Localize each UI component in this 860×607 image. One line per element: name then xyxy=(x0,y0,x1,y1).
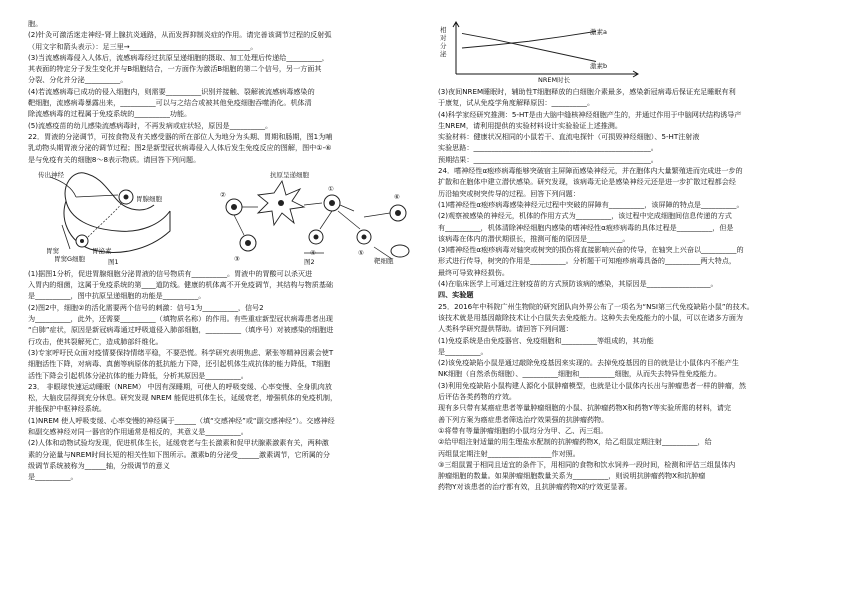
figure-1-caption: 图1 xyxy=(108,257,119,266)
text-line: 后评估各类药物的疗效。 xyxy=(438,392,517,402)
text-line: 肿瘤细胞的数量。如果肿瘤细胞数量关系为__________，则说明抗肿瘤药物X和抗肿瘤 xyxy=(438,471,706,481)
text-line: 靶细胞，流感病毒暴露出来，__________可以与之结合或被其他免疫细胞吞噬消化。机体清 xyxy=(28,98,312,108)
target-cell-shape xyxy=(391,245,409,257)
text-line: 是与免疫有关的细胞8～8表示物质。请回答下列问题。 xyxy=(28,154,201,164)
fig2-marker-5: ⑤ xyxy=(358,248,364,257)
text-line: 该技术就是用基因敲除技术让小白鼠失去免疫能力。这种失去免疫能力的小鼠，可以在诸多方面为 xyxy=(438,312,744,322)
text-line: 形式进行传导，树突的作用是__________。分析题干可知疱疹病毒具备的__________两大特点， xyxy=(438,256,736,266)
figure-2-immune xyxy=(204,167,416,265)
text-line: 药物Y对该患者的治疗都有效，且抗肿瘤药物X的疗效更显著。 xyxy=(438,482,632,492)
text-line: 历沿轴突或树突传导的过程。回答下列问题： xyxy=(438,188,580,198)
figure-2-caption: 图2 xyxy=(304,257,315,266)
chart-y-title-1: 相 xyxy=(440,26,447,34)
text-line: (2)图2中，细胞②的活化需要两个信号的刺激：信号1为__________，信号2 xyxy=(28,302,264,312)
text-line: 素的分泌量与NREM时间长短的相关性如下图所示。激素b的分泌受______激素调节，它所属的分 xyxy=(28,449,330,459)
text-line: 该病毒在体内的潜伏期很长，推测可能的原因是__________。 xyxy=(438,233,630,243)
fig2-marker-6: ⑥ xyxy=(394,192,400,201)
figure-row xyxy=(28,167,428,265)
text-line: 乳动物头期胃液分泌的调节过程；图2是新型冠状病毒侵入人体后发生免疫反应的图解，图中①-⑥ xyxy=(28,143,332,153)
chart-legend-a: 激素a xyxy=(590,28,607,36)
text-line: (3)专家呼吁民众面对疫情要保持情绪平稳，不要恐慌。科学研究表明焦虑、紧张等精神因素会使T xyxy=(28,347,334,357)
text-line: NK细胞（自然杀伤细胞）、__________细胞和__________细胞，从而失去特异性免疫能力。 xyxy=(438,369,722,379)
fig1-label-g-cell: 胃窦G细胞 xyxy=(54,254,86,263)
fig2-marker-4: ④ xyxy=(310,248,316,257)
text-line: (2)人体和动物试验均发现，促进机体生长，延缓衰老与生长激素和促甲状腺素激素有关，两种激 xyxy=(28,438,329,448)
text-line: 是__________。 xyxy=(438,346,488,356)
text-line: “白肺”症状，原因是新冠病毒通过呼吸道侵入肺部细胞，__________（填序号）对被感染的细胞进 xyxy=(28,325,334,335)
right-column xyxy=(438,18,834,493)
text-line: (4)科学家经研究推测：5-HT是由大脑中缝核神经细胞产生的，并通过作用于中脑网状结构诱导产 xyxy=(438,109,742,119)
text-line: 实验思路：__________________________________________________。 xyxy=(438,143,658,153)
text-line: (4)若流感病毒已成功的侵入细胞内，则需要__________识别并接触、裂解被流感病毒感染的 xyxy=(28,86,315,96)
text-line: 是__________，图中抗原呈递细胞的功能是__________。 xyxy=(28,291,206,301)
text-line: (1)免疫系统是由免疫器官、免疫细胞和__________等组成的，其功能 xyxy=(438,335,654,345)
text-line: (3)利用免疫缺陷小鼠构建人源化小鼠肿瘤模型，也就是让小鼠体内长出与肿瘤患者一样的肿瘤，然 xyxy=(438,380,746,390)
chart-y-title-3: 分 xyxy=(440,42,447,50)
text-line: 松，大脑皮层得到充分休息。研究发现 NREM 能促进机体生长，延缓衰老，增强机体的免疫机制， xyxy=(28,393,338,403)
text-line: 和副交感神经对同一器官的作用通常是相反的，其意义是__________。 xyxy=(28,427,248,437)
text-line: 于康复，试从免疫学角度解释原因：__________。 xyxy=(438,98,595,108)
text-line: (5)流感疫苗的幼儿感染流感病毒时，不再发病或症状轻，原因是__________。 xyxy=(28,120,273,130)
text-line: (1)据图1分析，促进胃腺细胞分泌胃液的信号物质有__________。胃液中的胃酸可以杀灭进 xyxy=(28,268,313,278)
chart-series xyxy=(462,31,596,61)
text-line: 实验材料：健康状况相同的小鼠若干、直流电探针（可损毁神经细胞）、5-HT注射液 xyxy=(438,132,700,142)
question-25-line: 25．2016年中科院广州生物院的研究团队向外界公布了一项名为“NSI第三代免疫缺陷小鼠”的技术。 xyxy=(438,301,754,311)
text-line: ③三组鼠置于相同且适宜的条件下，用相同的食物和饮水饲养一段时间，检测和评估三组鼠体内 xyxy=(438,459,736,469)
text-line: 最终可导致神经损伤。 xyxy=(438,267,509,277)
fig2-marker-1: ① xyxy=(328,184,334,193)
text-line: 级调节系统被称为______轴，分级调节的意义 xyxy=(28,460,170,470)
figure-1-stomach xyxy=(32,167,192,265)
text-line: ②给甲组注射适量的用生理盐水配制的抗肿瘤药物X，给乙组鼠定期注射__________，给 xyxy=(438,437,712,447)
hormone-chart-svg xyxy=(438,18,738,84)
chart-y-title-2: 对 xyxy=(440,34,447,42)
text-line: 分裂、分化并分泌__________。 xyxy=(28,75,128,85)
text-line: ①将带有等量肿瘤细胞的小鼠均分为甲、乙、丙三组。 xyxy=(438,425,608,435)
hormone-chart xyxy=(438,18,834,84)
chart-axes xyxy=(453,22,638,77)
fig1-label-stomach: 胃窦 xyxy=(46,246,59,255)
text-line: (3)嗜神经性α疱疹病毒对轴突或树突的损伤将直接影响兴奋的传导，在轴突上兴奋以__________的 xyxy=(438,245,744,255)
series-line-b xyxy=(462,33,596,61)
chart-x-title: NREM时长 xyxy=(538,76,571,84)
text-line: 是__________。 xyxy=(28,472,78,482)
fig2-marker-3: ③ xyxy=(234,254,240,263)
text-line: 入胃内的细菌，这属于免疫系统的第____道防线。健康的机体离不开免疫调节，其结构与物质基础 xyxy=(28,280,334,290)
text-line: 细胞活性下降，对病毒、真菌等病原体的抵抗能力下降，还引起机体生成抗体的能力降低，T细胞 xyxy=(28,359,331,369)
text-line: 有__________，机体清除神经细胞内感染的嗜神经性α疱疹病毒的具体过程是__________，但是 xyxy=(438,222,734,232)
text-line: 预期结果：__________________________________________________。 xyxy=(438,154,658,164)
text-line: (2)观察被感染的神经元，机体的作用方式为__________，该过程中完成细胞间信息传递的方式 xyxy=(438,211,732,221)
text-line: 为__________，此外，还需要__________（填物质名称）的作用。有些重症新型冠状病毒患者出现 xyxy=(28,314,334,324)
text-line: （用文字和箭头表示）：足三里→__________________________________。 xyxy=(28,41,258,51)
fig1-label-gastric-gland-cell: 胃腺细胞 xyxy=(136,194,162,203)
question-22-line: 22．胃液的分泌调节，可按食物及有关感受器的所在部位人为地分为头期、胃期和肠期，图1为哺 xyxy=(28,131,333,141)
apc-shape xyxy=(258,181,304,225)
question-24-line: 24．嗜神经性α疱疹病毒能够突破宿主屏障而感染神经元，并在胞体内大量繁殖进而完成进一步的 xyxy=(438,166,743,176)
text-line: (2)该免疫缺陷小鼠是通过敲除免疫基因来实现的。去掉免疫基因的目的就是让小鼠体内不能产生 xyxy=(438,358,739,368)
text-line: 行攻击，使其裂解死亡，造成肺部纤维化。 xyxy=(28,336,163,346)
chart-legend-b: 激素b xyxy=(590,62,608,70)
text-line: 扩散和在胞体中建立潜伏感染。研究发现，该病毒无论是感染神经元还是进一步扩散过程都会经 xyxy=(438,177,736,187)
fig1-label-nerve: 传出神经 xyxy=(38,170,64,179)
text-line: 现有多只带有某癌症患者等量肿瘤细胞的小鼠、抗肿瘤药物X和药物Y等实验所需的材料，请完 xyxy=(438,403,731,413)
fig1-label-gastrin: 胃泌素 xyxy=(92,246,112,255)
fig2-label-target: 靶细胞 xyxy=(374,256,394,265)
text-line: (1)嗜神经性α疱疹病毒感染神经元过程中突破的屏障有__________，该屏障的特点是__________。 xyxy=(438,199,744,209)
text-line: 除流感病毒的过程属于免疫系统的__________功能。 xyxy=(28,109,192,119)
text-line: 人类科学研究提供帮助。请回答下列问题： xyxy=(438,324,573,334)
text-line: 活性下降会引起机体分泌抗体的能力降低，分析其原因是__________。 xyxy=(28,370,248,380)
text-line: (2)针灸可激活迷走神经-肾上腺抗炎通路，从而发挥抑制炎症的作用。请完善该调节过程的反射弧 xyxy=(28,30,332,40)
section-heading: 四、实验题 xyxy=(438,290,474,300)
chart-y-title-4: 泌 xyxy=(440,50,447,58)
series-line-a xyxy=(462,31,596,48)
question-23-line: 23． 非眼球快速运动睡眠（NREM） 中因有深睡期，可使人的呼吸变缓、心率变慢、全身肌肉放 xyxy=(28,381,332,391)
text-line: 其表面的特定分子发生变化并与B细胞结合，一方面作为激活B细胞的第二个信号，另一方面其 xyxy=(28,64,322,74)
text-line: (4)在临床医学上可通过注射疫苗的方式预防该病的感染，其原因是__________________。 xyxy=(438,279,718,289)
left-column xyxy=(28,18,428,483)
text-line: 丙组鼠定期注射__________________作对照。 xyxy=(438,448,580,458)
text-line: (3)当流感病毒侵入人体后，流感病毒经过抗原呈递细胞的摄取、加工处理后传递给__________， xyxy=(28,52,329,62)
text-line: 并能保护中枢神经系统。 xyxy=(28,404,107,414)
fig2-label-apc: 抗原呈递细胞 xyxy=(270,170,309,179)
text-line: (3)夜间NREM睡眠时，辅助性T细胞释放的白细胞介素最多，感染新冠病毒后保证充足睡眠有利 xyxy=(438,87,736,96)
text-line: 胞。 xyxy=(28,19,43,28)
text-line: (1)NREM 使人呼吸变缓、心率变慢的神经属于______（填“交感神经”或“副交感神经”）。交感神经 xyxy=(28,415,335,425)
text-line: 善下列方案为癌症患者筛选治疗效果强的抗肿瘤药物。 xyxy=(438,414,609,424)
text-line: 生NREM，请利用提供的实验材料设计实验验证上述推测。 xyxy=(438,120,622,130)
fig2-marker-2: ② xyxy=(220,190,226,199)
